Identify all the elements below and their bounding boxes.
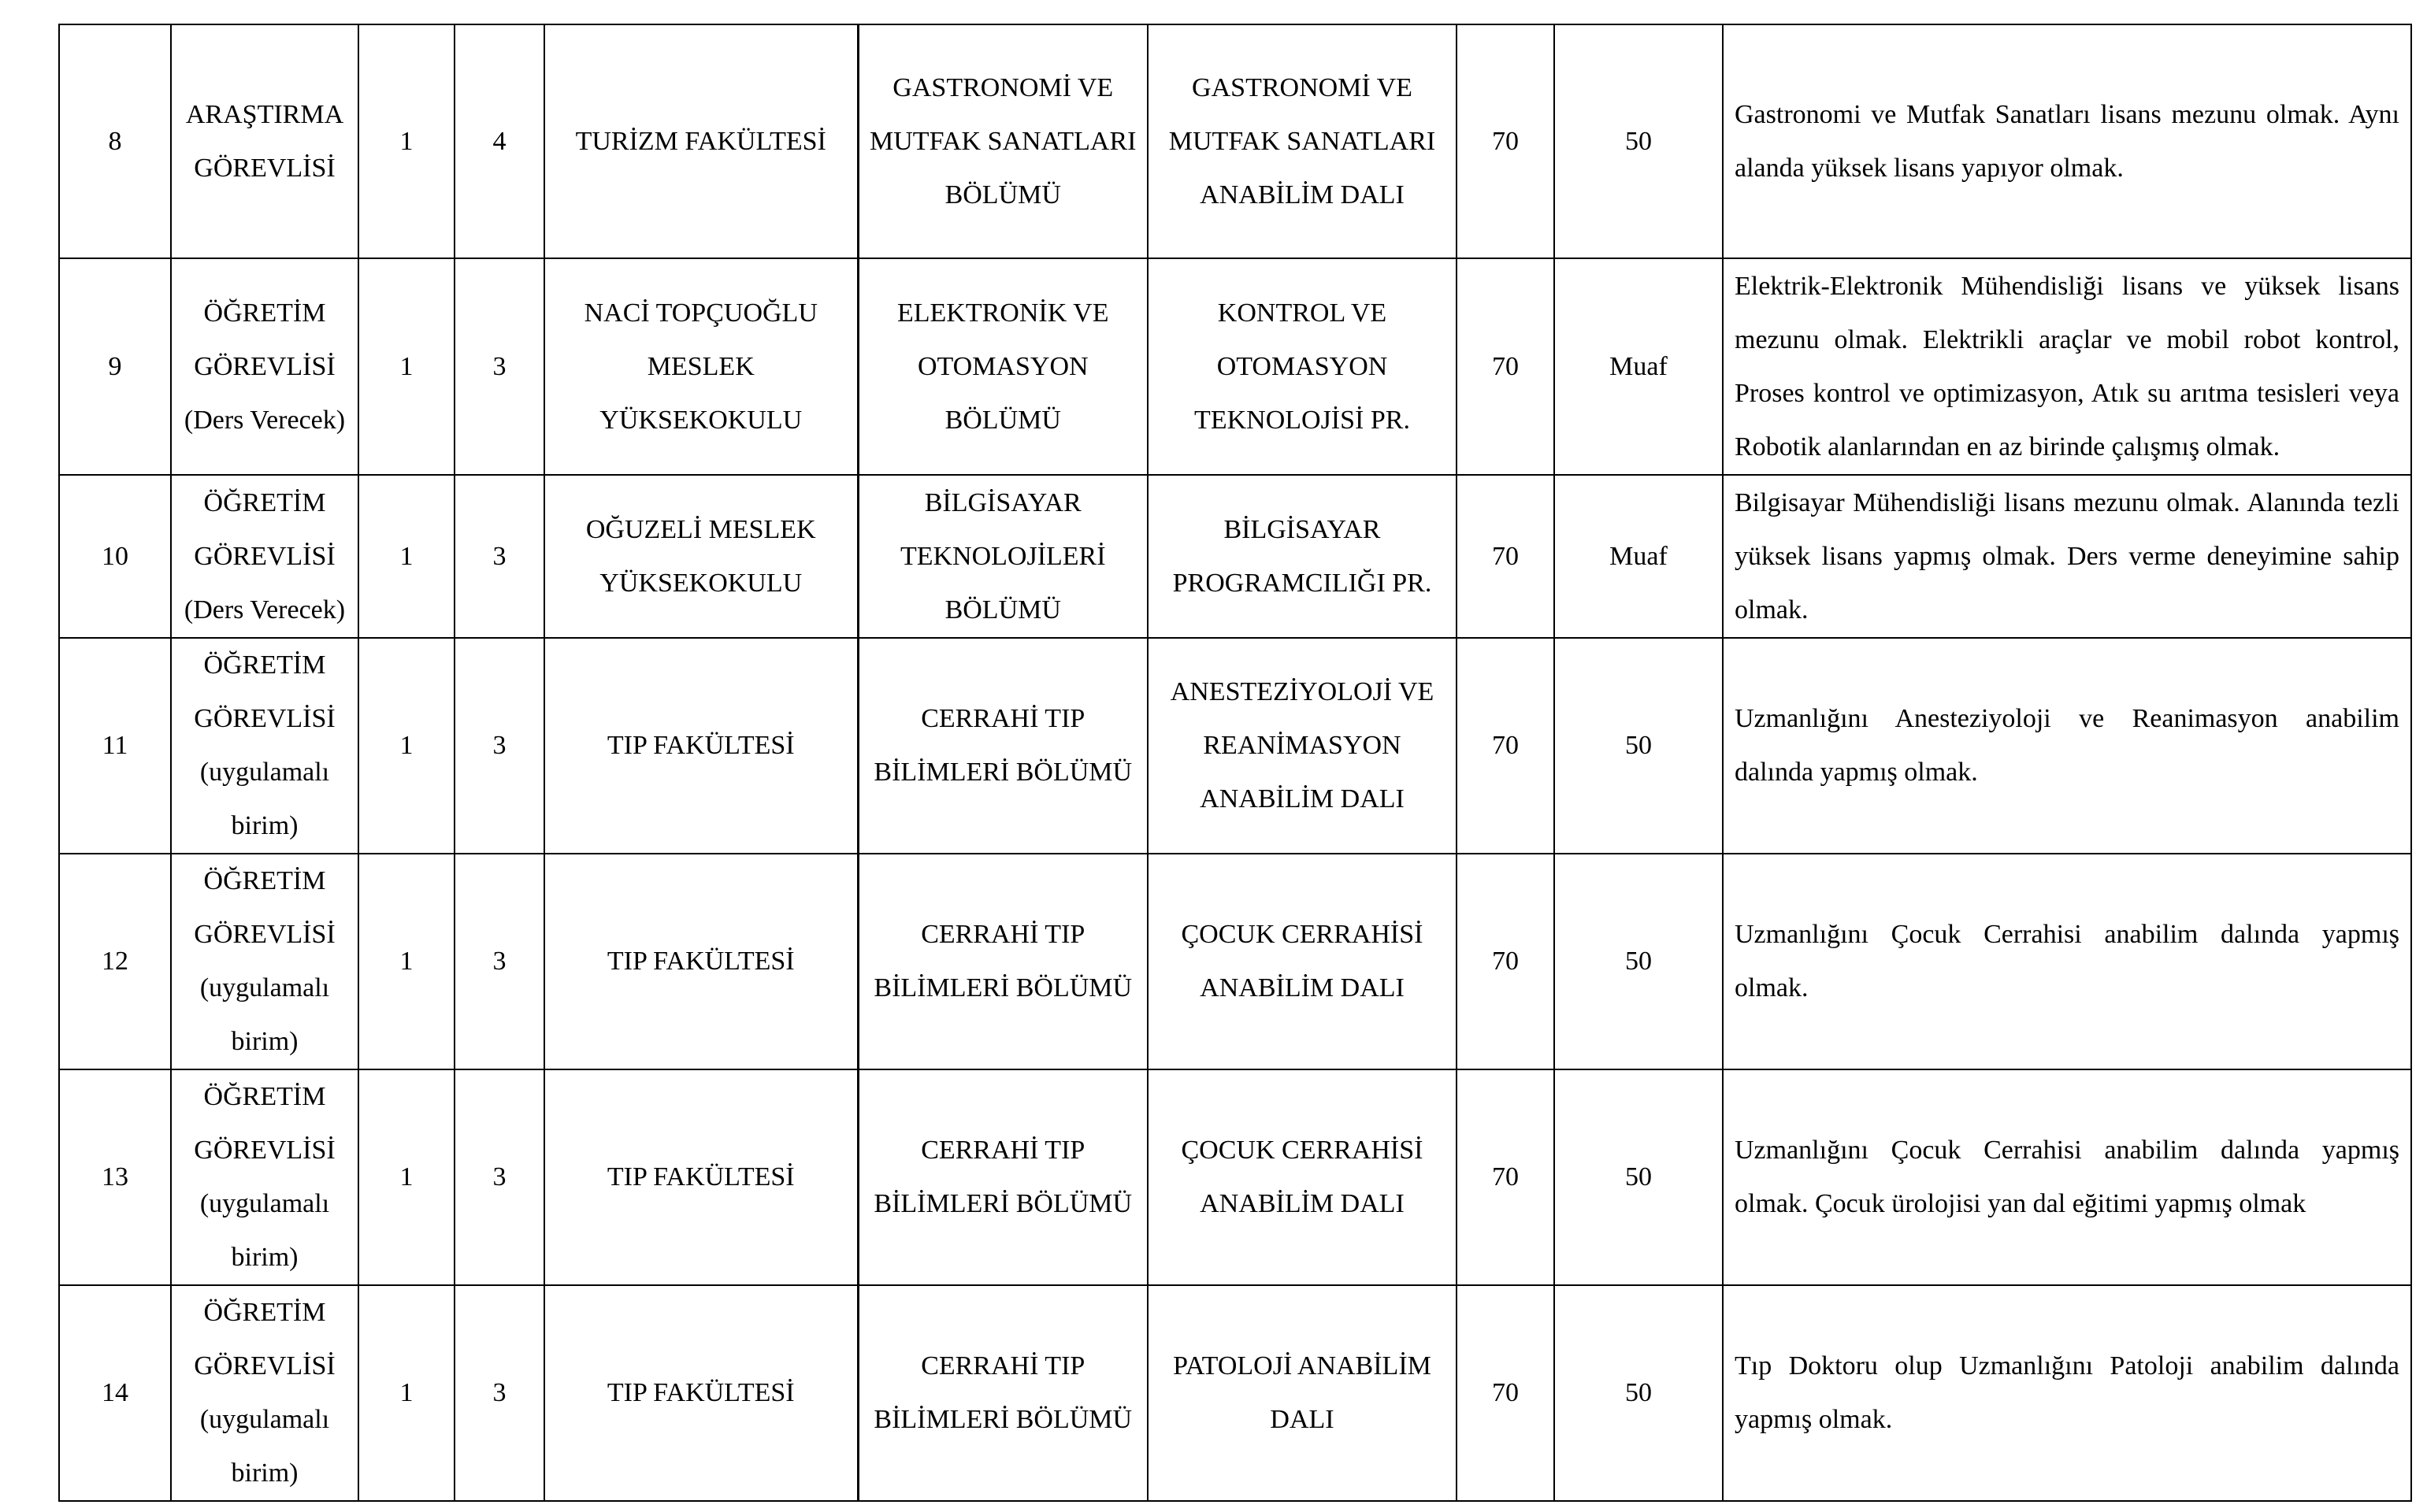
ales-score-cell-text: 70 (1492, 351, 1519, 381)
unit-cell-text: NACİ TOPÇUOĞLU MESLEK YÜKSEKOKULU (584, 298, 818, 435)
position-title-cell-text: ÖĞRETİM GÖREVLİSİ (uygulamalı birim) (194, 866, 336, 1056)
position-title-cell (171, 638, 358, 854)
language-score-cell (1554, 475, 1723, 638)
language-score-cell-text: 50 (1625, 126, 1652, 156)
department-cell-text: CERRAHİ TIP BİLİMLERİ BÖLÜMÜ (874, 1136, 1133, 1218)
language-score-cell-text: 50 (1625, 947, 1652, 976)
department-cell (858, 1069, 1148, 1285)
degree-cell-text: 3 (492, 541, 507, 571)
requirements-cell (1723, 1069, 2411, 1285)
requirements-cell (1723, 1285, 2411, 1501)
language-score-cell (1554, 638, 1723, 854)
program-cell (1148, 475, 1457, 638)
requirements-cell-text: Tıp Doktoru olup Uzmanlığını Patoloji anabilim dalında yapmış olmak. (1735, 1351, 2399, 1434)
program-cell-text: PATOLOJİ ANABİLİM DALI (1173, 1351, 1431, 1434)
requirements-cell (1723, 854, 2411, 1069)
positions-table (58, 24, 2412, 1502)
degree-cell (455, 1069, 544, 1285)
degree-cell-text: 3 (492, 351, 507, 381)
ales-score-cell (1457, 258, 1554, 475)
position-count-cell (358, 854, 455, 1069)
unit-cell (544, 24, 858, 258)
requirements-cell-text: Uzmanlığını Çocuk Cerrahisi anabilim dalında yapmış olmak. (1735, 920, 2399, 1002)
table-row (59, 24, 2411, 258)
table-row (59, 638, 2411, 854)
ales-score-cell-text: 70 (1492, 731, 1519, 760)
department-cell (858, 1285, 1148, 1501)
unit-cell-text: OĞUZELİ MESLEK YÜKSEKOKULU (585, 514, 816, 598)
table-row (59, 1285, 2411, 1501)
ales-score-cell-text: 70 (1492, 1162, 1519, 1191)
position-count-cell-text: 1 (399, 541, 414, 571)
unit-cell (544, 638, 858, 854)
row-number-cell (59, 24, 171, 258)
unit-cell-text: TIP FAKÜLTESİ (607, 1162, 795, 1191)
ales-score-cell (1457, 1069, 1554, 1285)
requirements-cell-text: Bilgisayar Mühendisliği lisans mezunu olmak. Alanında tezli yüksek lisans yapmış olmak. Ders verme deneyimine sahip olmak. (1735, 487, 2399, 624)
department-cell-text: ELEKTRONİK VE OTOMASYON BÖLÜMÜ (897, 298, 1109, 435)
department-cell (858, 475, 1148, 638)
department-cell (858, 258, 1148, 475)
ales-score-cell-text: 70 (1492, 947, 1519, 976)
position-count-cell (358, 1285, 455, 1501)
position-title-cell-text: ÖĞRETİM GÖREVLİSİ (Ders Verecek) (184, 487, 346, 624)
ales-score-cell-text: 70 (1492, 126, 1519, 156)
position-count-cell-text: 1 (399, 1378, 414, 1407)
position-count-cell-text: 1 (399, 351, 414, 381)
language-score-cell-text: 50 (1625, 731, 1652, 760)
position-count-cell (358, 1069, 455, 1285)
program-cell-text: ANESTEZİYOLOJİ VE REANİMASYON ANABİLİM DALI (1170, 677, 1434, 813)
program-cell (1148, 638, 1457, 854)
ales-score-cell (1457, 1285, 1554, 1501)
degree-cell-text: 4 (492, 126, 507, 156)
degree-cell-text: 3 (492, 731, 507, 760)
language-score-cell-text: 50 (1625, 1162, 1652, 1191)
position-title-cell-text: ÖĞRETİM GÖREVLİSİ (uygulamalı birim) (194, 1298, 336, 1488)
requirements-cell-text: Uzmanlığını Anesteziyoloji ve Reanimasyon anabilim dalında yapmış olmak. (1735, 704, 2399, 787)
row-number-cell (59, 1069, 171, 1285)
row-number-cell-text: 11 (102, 731, 128, 760)
unit-cell (544, 258, 858, 475)
position-title-cell (171, 854, 358, 1069)
degree-cell-text: 3 (492, 1378, 507, 1407)
degree-cell-text: 3 (492, 947, 507, 976)
language-score-cell (1554, 1069, 1723, 1285)
position-title-cell-text: ARAŞTIRMA GÖREVLİSİ (185, 99, 344, 183)
table-row (59, 258, 2411, 475)
unit-cell (544, 475, 858, 638)
position-count-cell (358, 258, 455, 475)
department-cell-text: CERRAHİ TIP BİLİMLERİ BÖLÜMÜ (874, 1351, 1133, 1434)
unit-cell (544, 1069, 858, 1285)
unit-cell-text: TURİZM FAKÜLTESİ (575, 126, 826, 156)
ales-score-cell (1457, 24, 1554, 258)
language-score-cell-text: 50 (1625, 1378, 1652, 1407)
degree-cell (455, 854, 544, 1069)
position-count-cell (358, 24, 455, 258)
position-title-cell (171, 1285, 358, 1501)
row-number-cell-text: 14 (102, 1378, 128, 1407)
language-score-cell (1554, 854, 1723, 1069)
unit-cell-text: TIP FAKÜLTESİ (607, 947, 795, 976)
program-cell-text: ÇOCUK CERRAHİSİ ANABİLİM DALI (1181, 920, 1423, 1002)
ales-score-cell (1457, 638, 1554, 854)
table-row (59, 475, 2411, 638)
row-number-cell-text: 9 (108, 351, 122, 381)
unit-cell (544, 1285, 858, 1501)
department-cell (858, 638, 1148, 854)
position-count-cell-text: 1 (399, 947, 414, 976)
language-score-cell (1554, 1285, 1723, 1501)
unit-cell-text: TIP FAKÜLTESİ (607, 731, 795, 760)
row-number-cell-text: 8 (108, 126, 122, 156)
row-number-cell-text: 12 (102, 947, 128, 976)
program-cell-text: KONTROL VE OTOMASYON TEKNOLOJİSİ PR. (1194, 298, 1410, 435)
program-cell-text: ÇOCUK CERRAHİSİ ANABİLİM DALI (1181, 1136, 1423, 1218)
language-score-cell-text: Muaf (1609, 541, 1668, 571)
language-score-cell (1554, 24, 1723, 258)
degree-cell (455, 24, 544, 258)
position-title-cell (171, 1069, 358, 1285)
program-cell (1148, 1069, 1457, 1285)
program-cell (1148, 1285, 1457, 1501)
row-number-cell-text: 13 (102, 1162, 128, 1191)
position-count-cell (358, 475, 455, 638)
program-cell (1148, 854, 1457, 1069)
position-title-cell (171, 24, 358, 258)
department-cell (858, 854, 1148, 1069)
requirements-cell (1723, 638, 2411, 854)
unit-cell-text: TIP FAKÜLTESİ (607, 1378, 795, 1407)
program-cell-text: GASTRONOMİ VE MUTFAK SANATLARI ANABİLİM DALI (1168, 72, 1436, 209)
row-number-cell (59, 475, 171, 638)
degree-cell-text: 3 (492, 1162, 507, 1191)
row-number-cell (59, 258, 171, 475)
degree-cell (455, 638, 544, 854)
department-cell-text: GASTRONOMİ VE MUTFAK SANATLARI BÖLÜMÜ (870, 72, 1137, 209)
requirements-cell-text: Elektrik-Elektronik Mühendisliği lisans ve yüksek lisans mezunu olmak. Elektrikli araçlar ve mobil robot kontrol, Proses kontrol ve optimizasyon, Atık su arıtma tesisleri veya Robotik alanlarından en az birinde çalışmış olmak. (1735, 271, 2399, 461)
position-count-cell-text: 1 (399, 731, 414, 760)
degree-cell (455, 1285, 544, 1501)
ales-score-cell (1457, 854, 1554, 1069)
position-title-cell-text: ÖĞRETİM GÖREVLİSİ (uygulamalı birim) (194, 1082, 336, 1272)
table-body (59, 24, 2411, 1501)
program-cell-text: BİLGİSAYAR PROGRAMCILIĞI PR. (1172, 514, 1432, 598)
program-cell (1148, 24, 1457, 258)
requirements-cell-text: Uzmanlığını Çocuk Cerrahisi anabilim dalında yapmış olmak. Çocuk ürolojisi yan dal eğitimi yapmış olmak (1735, 1136, 2399, 1218)
department-cell-text: BİLGİSAYAR TEKNOLOJİLERİ BÖLÜMÜ (900, 487, 1106, 624)
ales-score-cell-text: 70 (1492, 1378, 1519, 1407)
language-score-cell (1554, 258, 1723, 475)
position-title-cell (171, 258, 358, 475)
row-number-cell-text: 10 (102, 541, 128, 571)
degree-cell (455, 258, 544, 475)
position-count-cell-text: 1 (399, 1162, 414, 1191)
department-cell-text: CERRAHİ TIP BİLİMLERİ BÖLÜMÜ (874, 920, 1133, 1002)
department-cell (858, 24, 1148, 258)
requirements-cell (1723, 24, 2411, 258)
table-row (59, 854, 2411, 1069)
row-number-cell (59, 638, 171, 854)
ales-score-cell-text: 70 (1492, 541, 1519, 571)
department-cell-text: CERRAHİ TIP BİLİMLERİ BÖLÜMÜ (874, 704, 1133, 787)
position-title-cell-text: ÖĞRETİM GÖREVLİSİ (Ders Verecek) (184, 298, 346, 435)
position-count-cell-text: 1 (399, 126, 414, 156)
position-title-cell (171, 475, 358, 638)
table-row (59, 1069, 2411, 1285)
row-number-cell (59, 1285, 171, 1501)
requirements-cell (1723, 258, 2411, 475)
position-title-cell-text: ÖĞRETİM GÖREVLİSİ (uygulamalı birim) (194, 650, 336, 840)
row-number-cell (59, 854, 171, 1069)
language-score-cell-text: Muaf (1609, 351, 1668, 381)
requirements-cell (1723, 475, 2411, 638)
program-cell (1148, 258, 1457, 475)
unit-cell (544, 854, 858, 1069)
position-count-cell (358, 638, 455, 854)
ales-score-cell (1457, 475, 1554, 638)
degree-cell (455, 475, 544, 638)
requirements-cell-text: Gastronomi ve Mutfak Sanatları lisans mezunu olmak. Aynı alanda yüksek lisans yapıyor olmak. (1735, 99, 2399, 183)
